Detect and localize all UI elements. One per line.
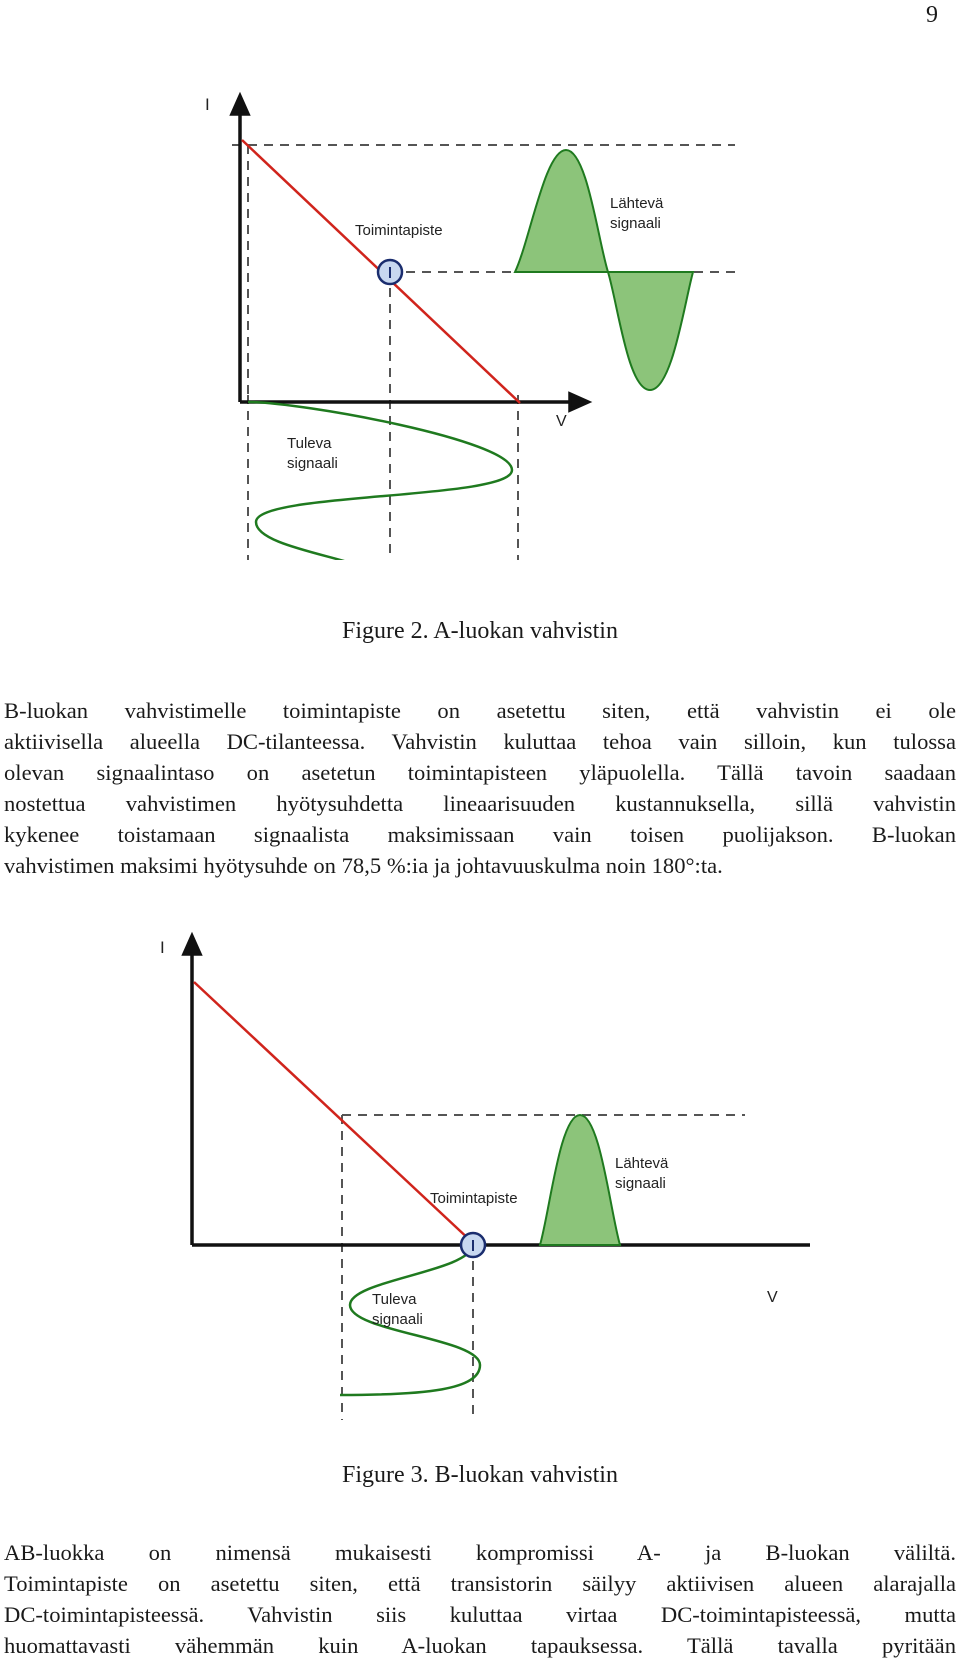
figure-3-caption: Figure 3. B-luokan vahvistin	[342, 1462, 618, 1488]
paragraph-line: Toimintapiste on asetettu siten, että transistorin säilyy aktiivisen alueen alarajalla	[4, 1571, 956, 1596]
guide-lines	[342, 1115, 745, 1420]
axis-i-label: I	[160, 938, 165, 957]
page-number: 9	[926, 2, 938, 28]
input-signal-wave	[248, 402, 512, 560]
input-signal-label-1: Tuleva	[372, 1291, 417, 1308]
input-signal-label-2: signaali	[287, 455, 338, 472]
axis-v-label: V	[767, 1289, 778, 1306]
paragraph-class-b	[4, 695, 956, 881]
operating-point-marker	[461, 1233, 485, 1257]
output-signal-label-1: Lähtevä	[615, 1155, 669, 1172]
output-signal-label-2: signaali	[610, 215, 661, 232]
output-signal-label-1: Lähtevä	[610, 195, 664, 212]
figure-2-diagram	[0, 0, 960, 560]
output-signal-label-2: signaali	[615, 1175, 666, 1192]
axis-i-label: I	[205, 95, 210, 114]
output-signal-half	[540, 1115, 620, 1245]
paragraph-line: nostettua vahvistimen hyötysuhdetta lineaarisuuden kustannuksella, sillä vahvistin	[4, 791, 956, 816]
operating-point-label: Toimintapiste	[430, 1190, 518, 1207]
input-signal-label-2: signaali	[372, 1311, 423, 1328]
paragraph-line: AB-luokka on nimensä mukaisesti kompromissi A- ja B-luokan väliltä.	[4, 1540, 956, 1565]
i-axis-arrow	[232, 96, 248, 114]
i-axis-arrow	[184, 936, 200, 954]
input-signal-label-1: Tuleva	[287, 435, 332, 452]
paragraph-line: huomattavasti vähemmän kuin A-luokan tapauksessa. Tällä tavalla pyritään	[4, 1633, 956, 1658]
paragraph-line: olevan signaalintaso on asetetun toimintapisteen yläpuolella. Tällä tavoin saadaan	[4, 760, 956, 785]
axis-v-label: V	[556, 413, 567, 430]
paragraph-class-ab	[4, 1537, 956, 1661]
figure-2-caption: Figure 2. A-luokan vahvistin	[342, 618, 618, 644]
paragraph-line: aktiivisella alueella DC-tilanteessa. Vahvistin kuluttaa tehoa vain silloin, kun tulossa	[4, 729, 956, 754]
output-signal-positive	[515, 150, 608, 272]
figure-3-diagram	[0, 920, 960, 1420]
paragraph-line: vahvistimen maksimi hyötysuhde on 78,5 %:ia ja johtavuuskulma noin 180°:ta.	[4, 853, 723, 878]
v-axis-arrow	[570, 394, 588, 410]
paragraph-line: B-luokan vahvistimelle toimintapiste on asetettu siten, että vahvistin ei ole	[4, 698, 956, 723]
paragraph-line: DC-toimintapisteessä. Vahvistin siis kuluttaa virtaa DC-toimintapisteessä, mutta	[4, 1602, 956, 1627]
operating-point-marker	[378, 260, 402, 284]
paragraph-line: kykenee toistamaan signaalista maksimissaan vain toisen puolijakson. B-luokan	[4, 822, 956, 847]
output-signal-negative	[608, 272, 693, 390]
operating-point-label: Toimintapiste	[355, 222, 443, 239]
